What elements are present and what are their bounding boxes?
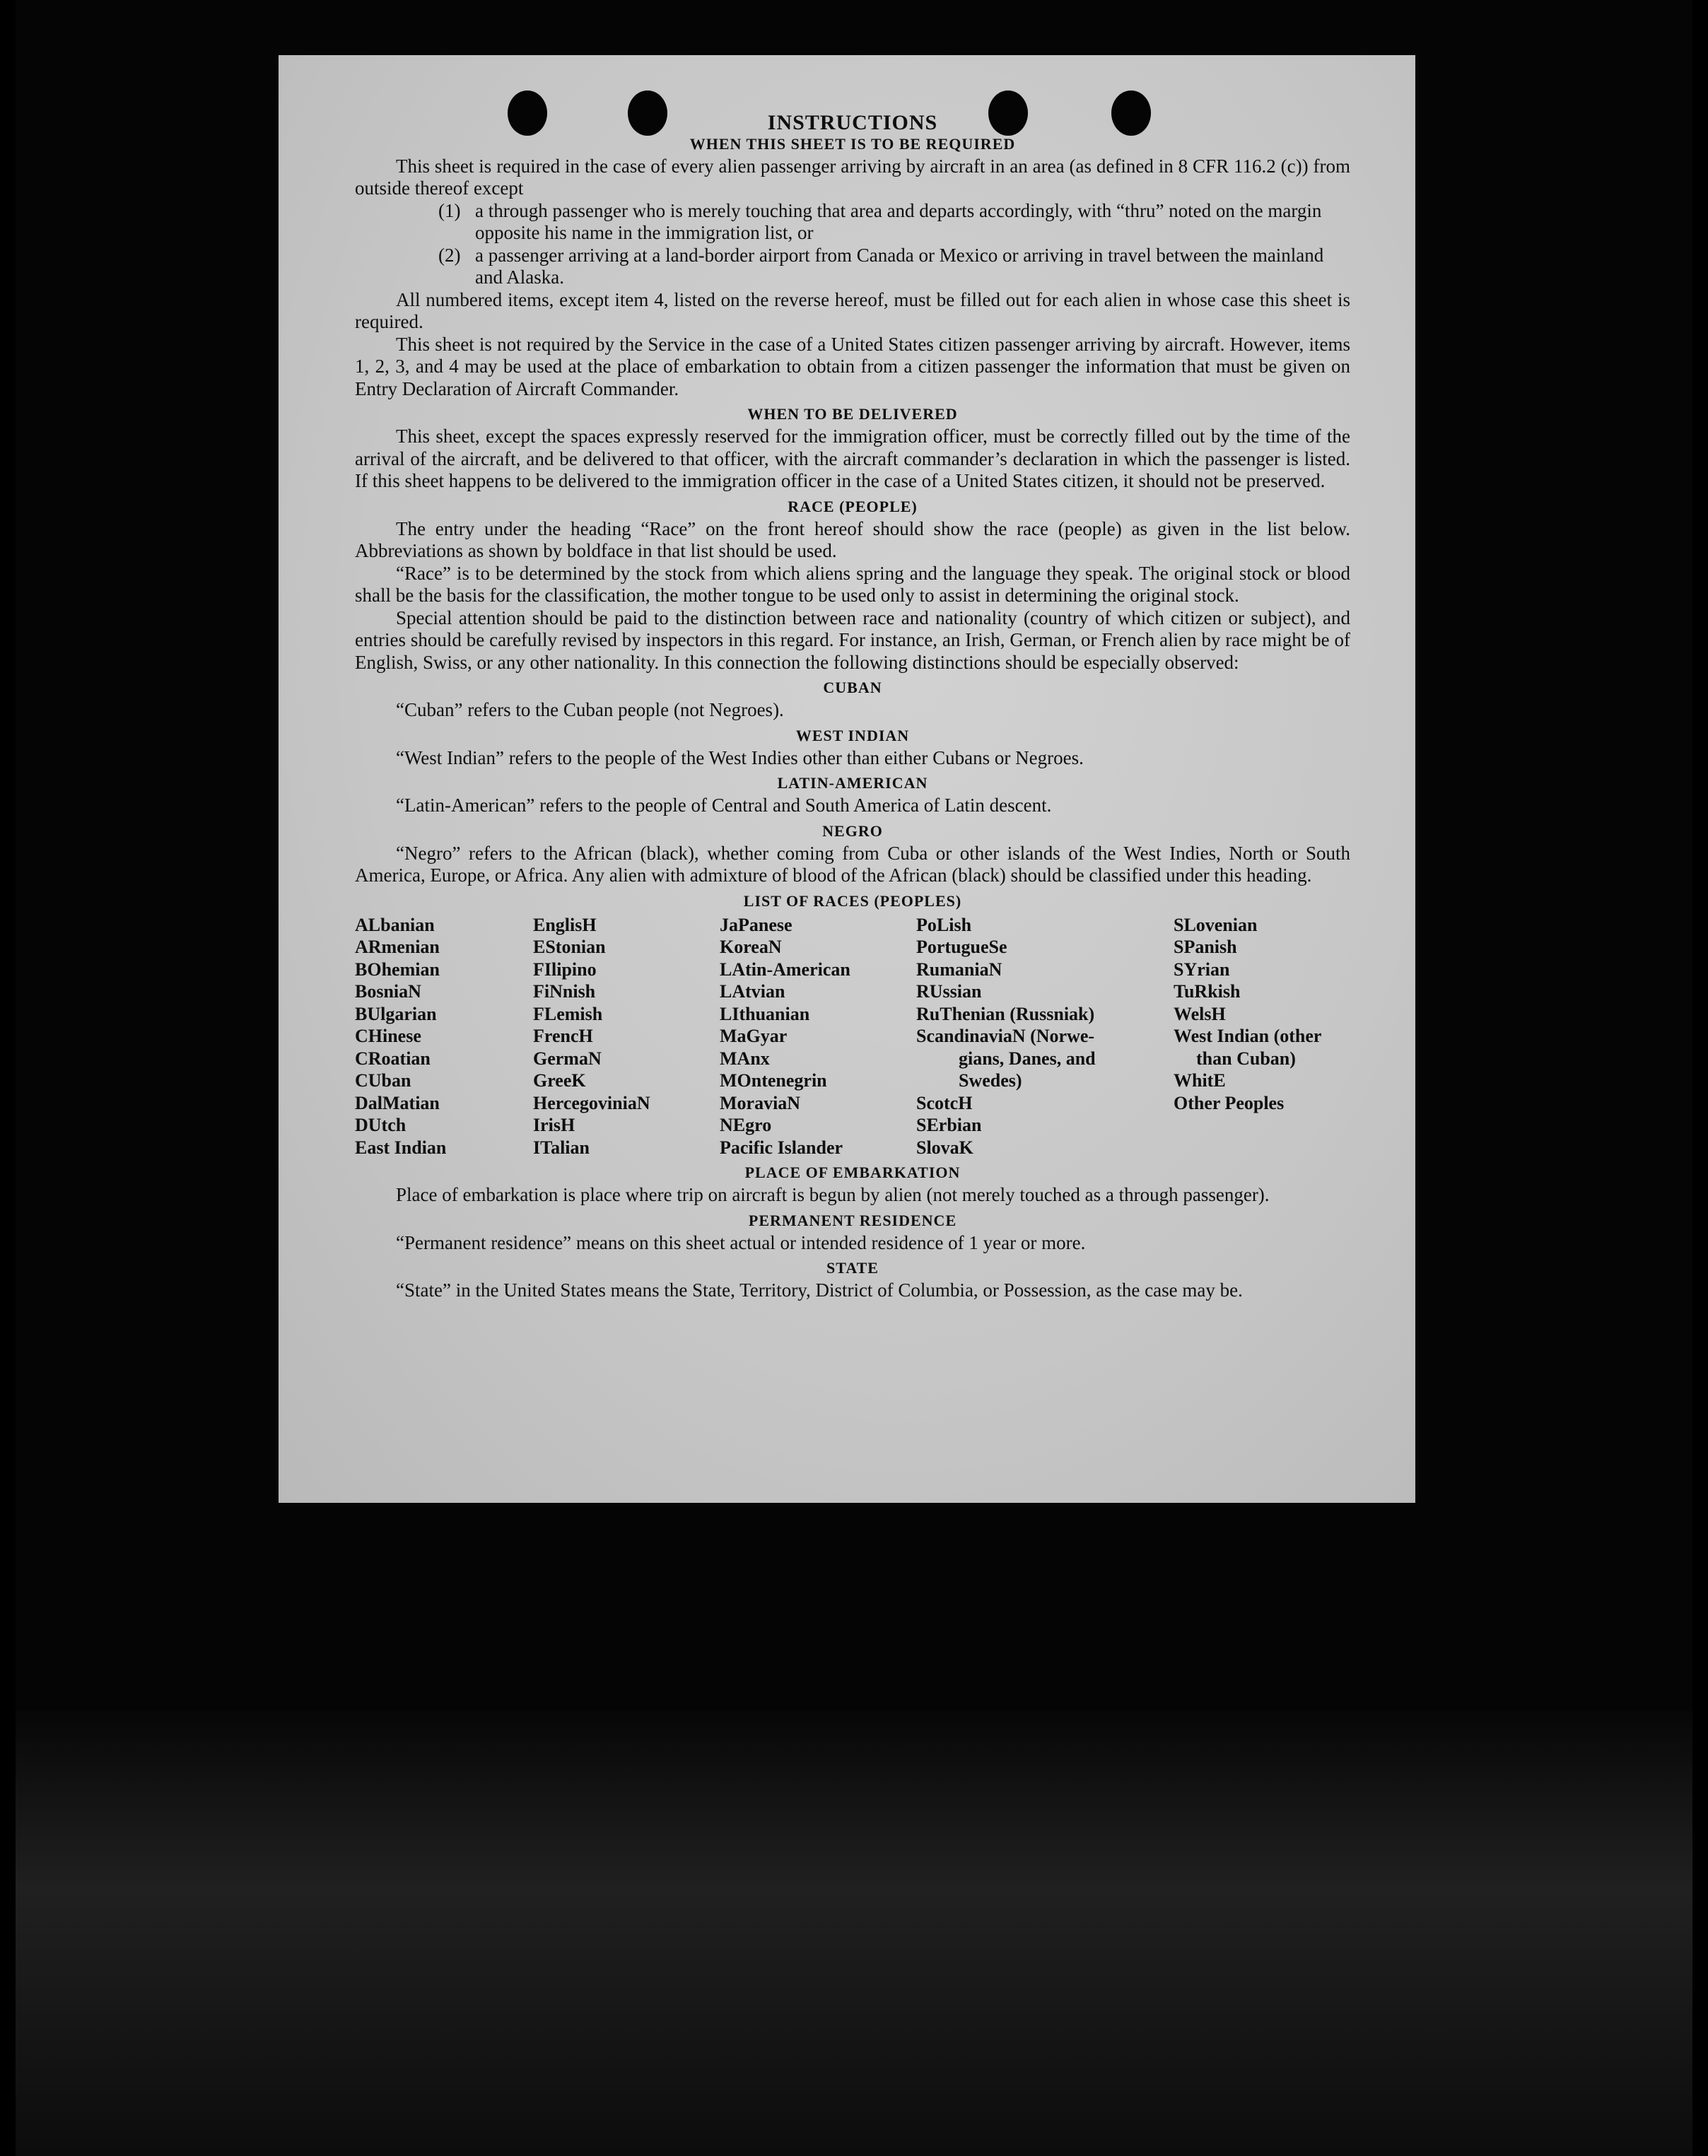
race-entry: NEgro: [720, 1115, 772, 1135]
list-item: [438, 245, 1350, 289]
section-heading: WHEN TO BE DELIVERED: [747, 405, 958, 423]
race-entry: GreeK: [533, 1070, 586, 1091]
race-entry: SlovaK: [916, 1137, 973, 1158]
race-entry: BosniaN: [355, 981, 421, 1002]
race-entry: HercegoviniaN: [533, 1092, 650, 1113]
race-entry: FIlipino: [533, 959, 597, 980]
page-title: INSTRUCTIONS: [767, 111, 938, 134]
race-entry: SErbian: [916, 1115, 982, 1135]
section-heading: NEGRO: [822, 821, 883, 840]
paragraph: Place of embarkation is place where trip on aircraft is begun by alien (not merely touched as a through passenger).: [396, 1184, 1270, 1205]
race-entry: Other Peoples: [1174, 1092, 1285, 1113]
paragraph: This sheet is required in the case of every alien passenger arriving by aircraft in an area (as defined in 8 CFR 116.2 (c)) from outside thereof except: [355, 155, 1350, 199]
race-entry: MaGyar: [720, 1026, 788, 1046]
race-entry: BOhemian: [355, 959, 440, 980]
race-entry: LIthuanian: [720, 1003, 810, 1024]
race-entry: MAnx: [720, 1048, 770, 1069]
race-entry: RumaniaN: [916, 959, 1002, 980]
race-entry: TuRkish: [1174, 981, 1241, 1002]
race-entry: CRoatian: [355, 1048, 431, 1069]
race-entry-continuation: Swedes): [959, 1070, 1022, 1091]
race-entry: ScandinaviaN (Norwe-: [916, 1026, 1095, 1046]
race-entry: CHinese: [355, 1026, 421, 1046]
film-background-band: [0, 1711, 1708, 2156]
section-heading: WHEN THIS SHEET IS TO BE REQUIRED: [689, 134, 1016, 153]
race-entry: SPanish: [1174, 937, 1237, 957]
paragraph: “State” in the United States means the State, Territory, District of Columbia, or Possession, as the case may be.: [396, 1279, 1243, 1301]
item-text: a passenger arriving at a land-border airport from Canada or Mexico or arriving in travel between the mainland and Alaska.: [475, 244, 1324, 288]
section-heading: LATIN-AMERICAN: [777, 774, 928, 792]
paragraph: “Latin-American” refers to the people of Central and South America of Latin descent.: [396, 795, 1052, 816]
section-heading: STATE: [826, 1259, 879, 1277]
section-heading: PLACE OF EMBARKATION: [744, 1164, 961, 1181]
races-column: [1174, 914, 1350, 1159]
race-entry: PortugueSe: [916, 937, 1007, 957]
film-edge-left: [0, 0, 16, 2156]
race-entry: ScotcH: [916, 1092, 973, 1113]
race-entry: GermaN: [533, 1048, 602, 1069]
paragraph: “West Indian” refers to the people of the West Indies other than either Cubans or Negroes.: [396, 746, 1084, 768]
race-entry: MOntenegrin: [720, 1070, 827, 1091]
race-entry: PoLish: [916, 914, 972, 935]
races-column: [533, 914, 720, 1159]
section-heading: CUBAN: [823, 679, 882, 696]
paragraph: “Negro” refers to the African (black), whether coming from Cuba or other islands of the West Indies, North or South America, Europe, or Africa. Any alien with admixture of blood of the African (black) should be classified under this heading.: [355, 842, 1350, 886]
item-number: (1): [438, 199, 461, 221]
race-entry: EStonian: [533, 937, 606, 957]
race-entry: LAtvian: [720, 981, 785, 1002]
race-entry: FiNnish: [533, 981, 596, 1002]
race-entry: SYrian: [1174, 959, 1230, 980]
document-sheet: [279, 55, 1415, 1503]
race-entry: DUtch: [355, 1115, 406, 1135]
race-entry: WelsH: [1174, 1003, 1226, 1024]
section-heading: WEST INDIAN: [795, 726, 910, 744]
item-text: a through passenger who is merely touching that area and departs accordingly, with “thru” noted on the margin opposite his name in the immigration list, or: [475, 199, 1322, 243]
race-entry: EnglisH: [533, 914, 597, 935]
list-item: [438, 200, 1350, 245]
paragraph: “Permanent residence” means on this sheet actual or intended residence of 1 year or more.: [396, 1231, 1086, 1253]
race-entry: DalMatian: [355, 1092, 440, 1113]
race-entry: SLovenian: [1174, 914, 1258, 935]
item-number: (2): [438, 244, 461, 266]
race-entry: FLemish: [533, 1003, 603, 1024]
race-entry: RUssian: [916, 981, 982, 1002]
races-column: [720, 914, 916, 1159]
races-list: [355, 914, 1350, 1159]
race-entry: KoreaN: [720, 937, 782, 957]
race-entry: ALbanian: [355, 914, 435, 935]
race-entry: ITalian: [533, 1137, 590, 1158]
race-entry: RuThenian (Russniak): [916, 1003, 1095, 1024]
races-column: [916, 914, 1174, 1159]
race-entry-continuation: gians, Danes, and: [959, 1048, 1096, 1069]
paragraph: Special attention should be paid to the distinction between race and nationality (country of which citizen or subject), and entries should be carefully revised by inspectors in this regard. For instance, an Irish, German, or French alien by race might be of English, Swiss, or any other nationality. In this connection the following distinctions should be especially observed:: [355, 607, 1350, 673]
race-entry: East Indian: [355, 1137, 447, 1158]
paragraph: This sheet, except the spaces expressly reserved for the immigration officer, must be correctly filled out by the time of the arrival of the aircraft, and be delivered to that officer, with the aircraft commander’s declaration in which the passenger is listed. If this sheet happens to be delivered to the immigration officer in the case of a United States citizen, it should not be preserved.: [355, 426, 1350, 491]
paragraph: This sheet is not required by the Service in the case of a United States citizen passenger arriving by aircraft. However, items 1, 2, 3, and 4 may be used at the place of embarkation to obtain from a citizen passenger the information that must be given on Entry Declaration of Aircraft Commander.: [355, 333, 1350, 399]
section-heading: LIST OF RACES (PEOPLES): [743, 891, 962, 910]
race-entry: LAtin-American: [720, 959, 850, 980]
race-entry: IrisH: [533, 1115, 575, 1135]
paragraph: All numbered items, except item 4, listed on the reverse hereof, must be filled out for each alien in whose case this sheet is required.: [355, 288, 1350, 332]
races-column: [355, 914, 533, 1159]
section-heading: PERMANENT RESIDENCE: [748, 1211, 957, 1229]
section-heading: RACE (PEOPLE): [788, 497, 918, 515]
race-entry: CUban: [355, 1070, 411, 1091]
race-entry: BUlgarian: [355, 1003, 437, 1024]
race-entry: Pacific Islander: [720, 1137, 843, 1158]
paragraph: “Cuban” refers to the Cuban people (not Negroes).: [396, 699, 784, 720]
race-entry: FrencH: [533, 1026, 593, 1046]
race-entry-continuation: than Cuban): [1196, 1048, 1296, 1069]
race-entry: MoraviaN: [720, 1092, 801, 1113]
film-edge-right: [1692, 0, 1708, 2156]
race-entry: WhitE: [1174, 1070, 1226, 1091]
race-entry: JaPanese: [720, 914, 792, 935]
paragraph: “Race” is to be determined by the stock from which aliens spring and the language they speak. The original stock or blood shall be the basis for the classification, the mother tongue to be used only to assist in determining the original stock.: [355, 562, 1350, 606]
paragraph: The entry under the heading “Race” on the front hereof should show the race (people) as given in the list below. Abbreviations as shown by boldface in that list should be used.: [355, 517, 1350, 561]
instructions-content: [355, 112, 1350, 1302]
race-entry: ARmenian: [355, 937, 440, 957]
race-entry: West Indian (other: [1174, 1026, 1322, 1046]
